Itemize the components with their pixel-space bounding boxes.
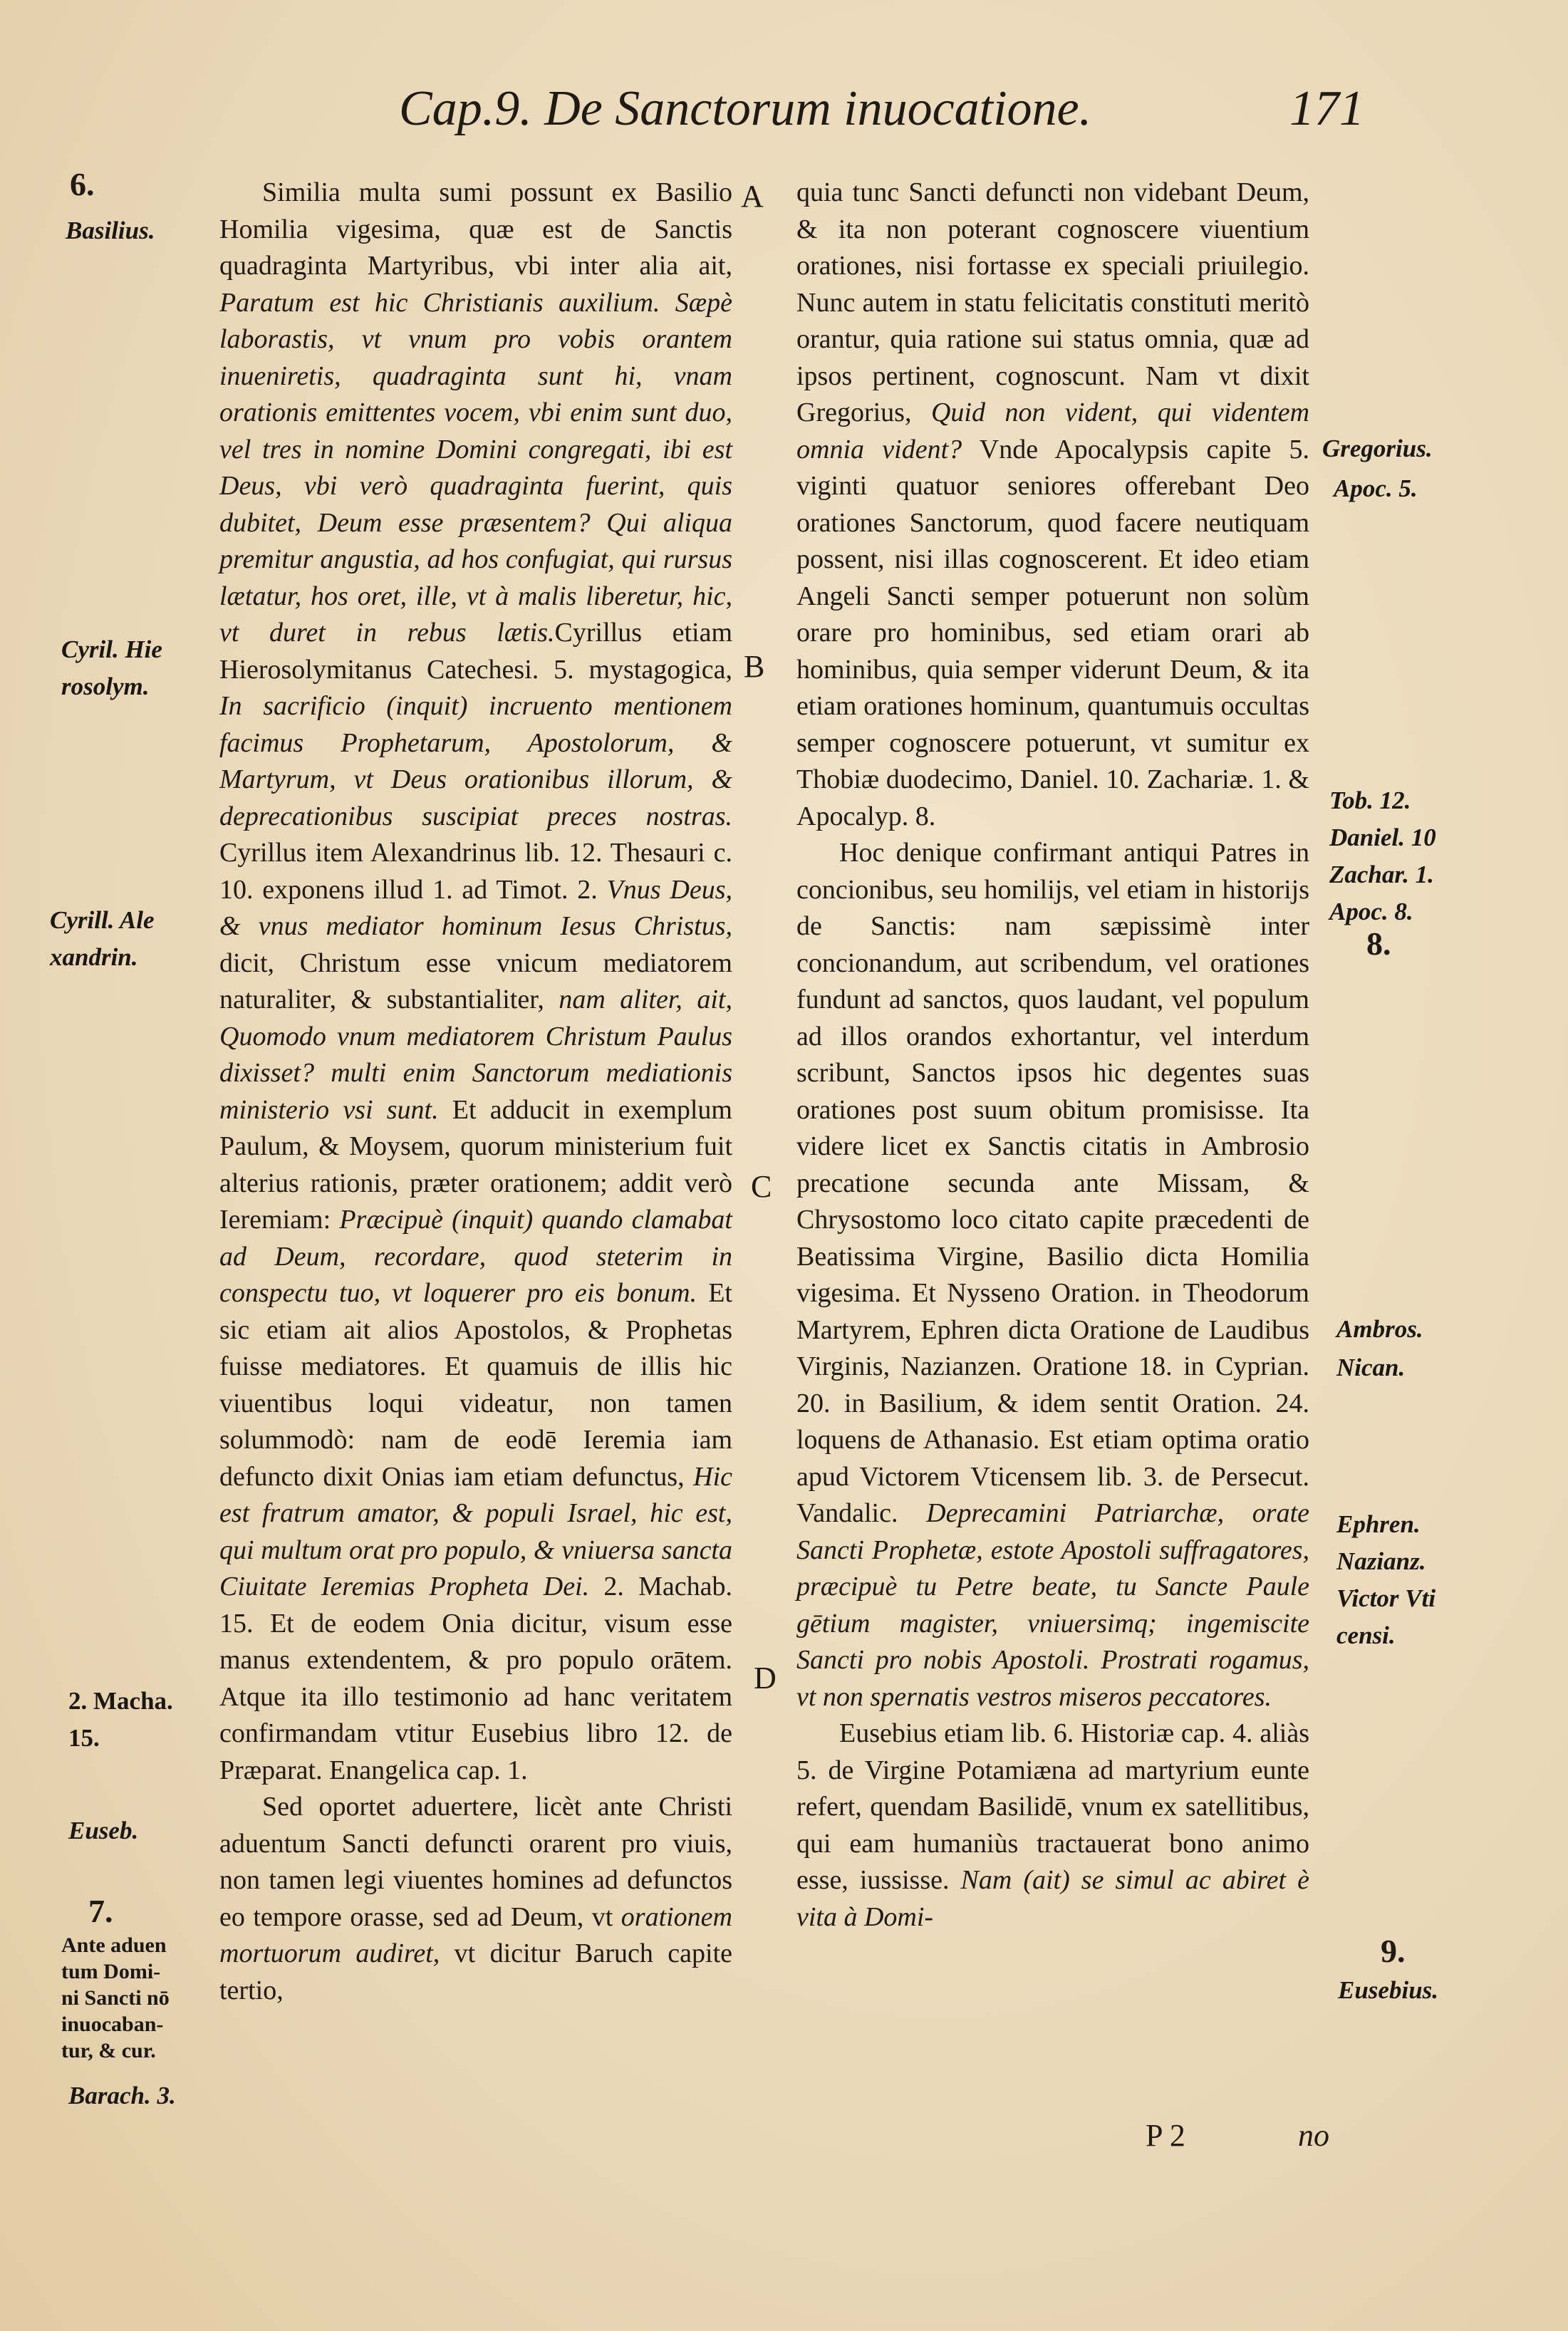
margin-note-ante-line: Ante aduen — [61, 1933, 167, 1957]
left-column — [219, 175, 732, 2009]
quote-ieremias: Præcipuè (inquit) quando clamabat ad Deum, recordare, quod steterim in conspectu tuo, vt loquerer pro eis bonum. — [219, 1205, 732, 1308]
paragraph-7 — [219, 1789, 732, 2009]
section-letter-a: A — [741, 179, 764, 214]
margin-note-ambros: Ambros. — [1336, 1315, 1423, 1343]
text-run: Vnde Apocalypsis capite 5. viginti quatuor seniores offerebant Deo orationes Sanctorum, quod facere neutiquam possent, nisi illas cognoscerent. Et ideo etiam Angeli Sancti semper potuerunt non solùm orare pro hominibus, sed etiam orari ab hominibus, quia semper viderunt Deum, & ita etiam orationes hominum, quantumuis occultas semper cognoscere potuerunt, vt sumitur ex Thobiæ duodecimo, Daniel. 10. Zachariæ. 1. & Apocalyp. 8. — [796, 434, 1309, 831]
text-run: Cyrillus etiam Hierosolymitanus Catechesi. 5. mystagogica, — [219, 618, 732, 685]
quote-onias: Hic est fratrum amator, & populi Israel, hic est, qui multum orat pro populo, & vniuersa sancta Ciuitate Ieremias Propheta Dei. — [219, 1461, 732, 1601]
text-run: 2. Machab. 15. Et de eodem Onia dicitur, visum esse manus extendentem, & pro populo orātem. Atque ita illo testimonio ad hanc veritatem confirmandam vtitur Eusebius libro 12. de Præparat. Enangelica cap. 1. — [219, 1572, 733, 1785]
quote-cyrillus-hier: In sacrificio (inquit) incruento mentionem facimus Prophetarum, Apostolorum, & Martyrum, vt Deus orationibus illorum, & deprecationibus suscipiat preces nostras. — [219, 691, 732, 831]
quote-eusebius: Nam (ait) se simul ac abiret è vita à Domi- — [796, 1865, 1309, 1932]
margin-note-zachar: Zachar. 1. — [1329, 861, 1434, 888]
text-run: dicit, Christum esse vnicum mediatorem naturaliter, & substantialiter, — [219, 948, 732, 1014]
quote-cyrillus-alex: nam aliter, ait, Quomodo vnum mediatorem Christum Paulus dixisset? multi enim Sanctorum mediationis ministerio vsi sunt. — [219, 985, 732, 1125]
margin-note-ante-line: tum Domi- — [61, 1960, 161, 1983]
text-run: Similia multa sumi possunt ex Basilio Homilia vigesima, quæ est de Sanctis quadraginta Martyribus, vbi inter alia ait, — [219, 177, 732, 281]
margin-note-tob: Tob. 12. — [1329, 786, 1411, 814]
margin-note-ephren: Ephren. — [1336, 1510, 1421, 1538]
margin-note-victor-cont: censi. — [1336, 1621, 1396, 1649]
margin-note-ante-line: inuocaban- — [61, 2013, 164, 2036]
section-number-6: 6. — [70, 166, 95, 202]
margin-note-gregorius: Gregorius. — [1322, 435, 1433, 462]
running-head: Cap.9. De Sanctorum inuocatione. — [399, 81, 1092, 136]
text-run: quia tunc Sancti defuncti non videbant Deum, & ita non poterant cognoscere viuentium orationes, nisi fortasse ex speciali priuilegio. Nunc autem in statu felicitatis constituti meritò orantur, quia ratione sui status omnia, quæ ad ipsos pertinent, cognoscunt. Nam vt dixit Gregorius, — [796, 177, 1309, 427]
section-number-8: 8. — [1366, 925, 1391, 962]
margin-note-ante-line: ni Sancti nō — [61, 1986, 170, 2010]
signature-mark: P 2 — [1146, 2118, 1185, 2153]
paragraph-9 — [796, 1715, 1309, 1936]
margin-note-cyrill-alex: Cyrill. Ale — [50, 906, 155, 934]
margin-note-apoc-5: Apoc. 5. — [1334, 474, 1418, 502]
text-run: Eusebius etiam lib. 6. Historiæ cap. 4. aliàs 5. de Virgine Potamiæna ad martyrium eunte refert, quendam Basilidē, vnum ex satellitibus, qui eam humaniùs tractauerat bono animo esse, iussisse. — [796, 1718, 1309, 1895]
margin-note-cyrill-hier: Cyril. Hie — [61, 635, 162, 663]
margin-note-nazianz: Nazianz. — [1336, 1547, 1426, 1575]
text-run: Cyrillus item Alexandrinus lib. 12. Thesauri c. 10. exponens illud 1. ad Timot. 2. — [219, 838, 732, 905]
margin-note-machab: 2. Macha. — [68, 1687, 173, 1715]
right-column — [796, 175, 1309, 1936]
text-run: Sed oportet aduertere, licèt ante Christi aduentum Sancti defuncti orarent pro viuis, non tamen legi viuentes homines ad defunctos eo tempore orasse, sed ad Deum, vt — [219, 1792, 732, 1932]
quote-timothy: Vnus Deus, & vnus mediator hominum Iesus Christus, — [219, 874, 732, 941]
page-number: 171 — [1289, 81, 1364, 136]
text-run: Hoc denique confirmant antiqui Patres in concionibus, seu homilijs, vel etiam in historijs de Sanctis: nam sæpissimè inter concionandum, aut scribendum, vel orationes fundunt ad sanctos, quos laudant, vel populum ad illos orandos exhortantur, vel interdum scribunt, Sanctos ipsos hic degentes suas orationes post suum obitum promisisse. Ita videre licet ex Sanctis citatis in Ambrosio precatione secunda ante Missam, & Chrysostomo loco citato capite præcedenti de Beatissima Virgine, Basilio dicta Homilia vigesima. Et Nysseno Oration. in Theodorum Martyrem, Ephren dicta Oratione de Laudibus Virginis, Nazianzen. Oratione 18. in Cyprian. 20. in Basilium, & idem sentit Oration. 24. loquens de Athanasio. Est etiam optima oratio apud Victorem Vticensem lib. 3. de Persecut. Vandalic. — [796, 838, 1309, 1528]
quote-baruch: orationem mortuorum audiret, — [219, 1901, 732, 1968]
margin-note-victor: Victor Vti — [1336, 1584, 1436, 1612]
text-run: Et adducit in exemplum Paulum, & Moysem, quorum ministerium fuit alterius rationis, præter orationem; addit verò Ieremiam: — [219, 1094, 732, 1235]
margin-note-ante-line: tur, & cur. — [61, 2039, 156, 2062]
margin-note-machab-cont: 15. — [68, 1724, 100, 1752]
margin-note-euseb: Euseb. — [68, 1817, 139, 1844]
margin-note-basilius: Basilius. — [66, 217, 155, 244]
paragraph-8 — [796, 835, 1309, 1715]
margin-note-cyrill-alex-cont: xandrin. — [50, 943, 138, 971]
paragraph-continued — [796, 175, 1309, 835]
margin-note-nican: Nican. — [1336, 1354, 1406, 1381]
text-run: Et sic etiam ait alios Apostolos, & Prophetas fuisse mediatores. Et quamuis de illis hic viuentibus loqui videatur, non tamen solummodò: nam de eodē Ieremia iam defuncto dixit Onias iam etiam defunctus, — [219, 1278, 732, 1492]
section-number-7: 7. — [88, 1893, 113, 1929]
margin-note-barach: Barach. 3. — [68, 2082, 176, 2109]
section-letter-b: B — [744, 649, 765, 684]
margin-note-daniel: Daniel. 10 — [1329, 824, 1436, 851]
margin-note-eusebius: Eusebius. — [1338, 1976, 1439, 2004]
margin-note-cyrill-hier-cont: rosolym. — [61, 673, 150, 700]
quote-victor: Deprecamini Patriarchæ, orate Sancti Prophetæ, estote Apostoli suffragatores, præcipuè tu Petre beate, tu Sancte Paule gētium magister, vniuersimq; ingemiscite Sancti pro nobis Apostoli. Prostrati rogamus, vt non spernatis vestros miseros peccatores. — [796, 1498, 1309, 1712]
section-letter-d: D — [754, 1661, 777, 1696]
catchword: no — [1298, 2118, 1329, 2153]
margin-note-apoc-8: Apoc. 8. — [1329, 898, 1413, 925]
section-number-9: 9. — [1381, 1933, 1406, 1969]
quote-basilius: Paratum est hic Christianis auxilium. Sæpè laborastis, vt vnum pro vobis orantem inueniretis, quadraginta sunt hi, vnam orationis emittentes vocem, vbi enim sunt duo, vel tres in nomine Domini congregati, ibi est Deus, vbi verò quadraginta fuerint, quis dubitet, Deum esse præsentem? Qui aliqua premitur angustia, ad hos confugiat, qui rursus lætatur, hos oret, ille, vt à malis liberetur, hic, vt duret in rebus lætis. — [219, 287, 732, 648]
text-run: vt dicitur Baruch capite tertio, — [219, 1938, 732, 2005]
quote-gregorius: Quid non vident, qui videntem omnia vident? — [796, 398, 1310, 464]
paragraph-6 — [219, 175, 732, 1789]
margin-note-ante — [61, 1932, 170, 2064]
section-letter-c: C — [751, 1169, 772, 1204]
